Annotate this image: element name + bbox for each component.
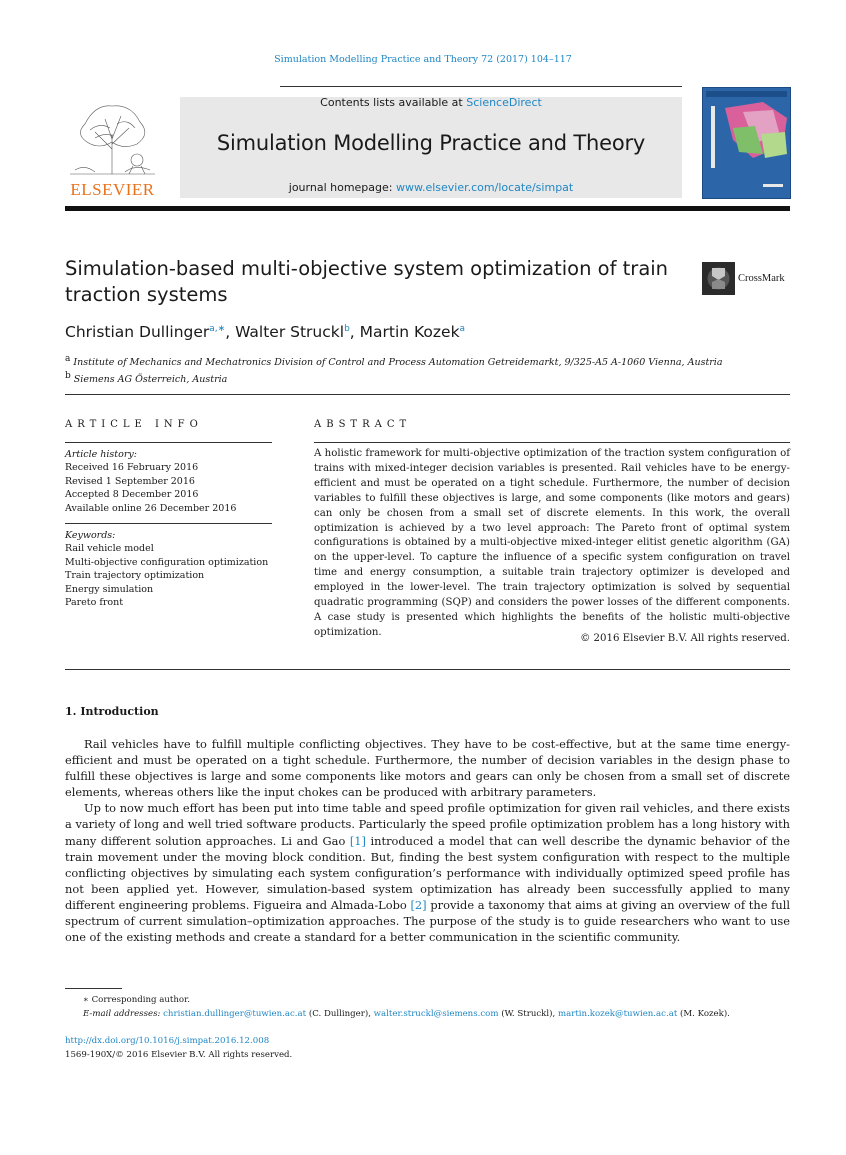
- article-info-rule: [65, 523, 272, 524]
- header-divider: [280, 86, 682, 87]
- contents-prefix: Contents lists available at: [320, 96, 467, 109]
- paragraph: [65, 800, 790, 945]
- author-name: Walter Struckl: [235, 323, 345, 341]
- history-item: Accepted 8 December 2016: [65, 489, 199, 501]
- affiliation-item: [65, 353, 723, 370]
- homepage-link[interactable]: www.elsevier.com/locate/simpat: [395, 181, 574, 194]
- homepage-line: [180, 181, 682, 194]
- affiliation-text: Institute of Mechanics and Mechatronics Division of Control and Process Automation Getreidemarkt, 9/325-A5 A-1060 Vienna, Austria: [73, 357, 723, 369]
- abstract-text: A holistic framework for multi-objective optimization of the traction system configuration of trains with mixed-integer decision variables is presented. Rail vehicles have to be energy-efficient and must be operated on a tight schedule. Furthermore, the number of decision variables to fulfill these objectives is large, and some components (like motors and gears) can only be chosen from a small set of discrete elements. In this work, the overall optimization is achieved by a two level approach: The Pareto front of optimal system configurations is obtained by a multi-objective mixed-integer elitist genetic algorithm (GA) on the upper-level. To capture the influence of a specific system configuration on travel time and energy consumption, a suitable train trajectory optimizer is developed and employed in the lower-level. The train trajectory optimization is solved by sequential quadratic programming (SQP) and considers the power losses of the different components. A case study is presented which highlights the benefits of the holistic multi-objective optimization.: [314, 448, 790, 638]
- text-run: introduced a model that can well describe the dynamic behavior of the train movement under the moving block condition. But, finding the best system configuration with respect to the multiple conflicting objectives by simulating each system configuration’s performance with individually optimized speed profile has not been applied yet. However, simulation-based system optimization has already been successfully applied to many different engineering problems. Figueira and Almada-Lobo: [65, 833, 790, 912]
- affiliation-label: b: [65, 370, 71, 381]
- footnote-mark: ∗: [83, 995, 89, 1005]
- email-owner: (W. Struckl),: [498, 1009, 558, 1019]
- doi-block: [65, 1034, 292, 1062]
- email-owner: (M. Kozek).: [677, 1009, 730, 1019]
- journal-reference[interactable]: Simulation Modelling Practice and Theory 72 (2017) 104–117: [274, 54, 572, 65]
- keyword-item: Energy simulation: [65, 583, 154, 595]
- affiliations: [65, 353, 723, 386]
- email-label: E-mail addresses:: [83, 1009, 161, 1019]
- article-info-rule: [65, 442, 272, 443]
- copyright-notice: © 2016 Elsevier B.V. All rights reserved.: [580, 633, 790, 644]
- footnote-emails: [65, 1007, 730, 1021]
- history-item: Revised 1 September 2016: [65, 475, 195, 487]
- crossmark-icon[interactable]: [702, 262, 735, 295]
- introduction-heading: 1. Introduction: [65, 705, 159, 718]
- text-run: Up to now much effort has been put into time table and speed profile optimization for given rail vehicles, and there exists a variety of long and well tried software products. Particularly the speed profile optimization problem has a long history with many different solution approaches. Li and Gao: [65, 801, 790, 848]
- elsevier-wordmark: ELSEVIER: [70, 180, 155, 199]
- abstract-rule: [314, 442, 790, 443]
- author-name: Martin Kozek: [359, 323, 460, 341]
- keyword-item: Train trajectory optimization: [65, 570, 205, 582]
- email-link[interactable]: walter.struckl@siemens.com: [373, 1009, 499, 1019]
- paragraph: Rail vehicles have to fulfill multiple conflicting objectives. They have to be cost-effective, but at the same time energy-efficient and must be operated on a tight schedule. Furthermore, the number of decision variables in the design phase to fulfill these objectives is large and some components like motors and gears can only be chosen from a small set of discrete elements, whereas others like the input chokes can be produced with arbitrary parameters.: [65, 737, 790, 800]
- doi-link[interactable]: http://dx.doi.org/10.1016/j.simpat.2016.12.008: [65, 1036, 270, 1046]
- header-thick-rule: [65, 206, 790, 211]
- section-divider: [65, 394, 790, 395]
- author-list: Christian Dullinger$^{a,∗}$, Walter Struckl$^b$, Martin Kozek$^a$: [65, 323, 466, 341]
- affiliation-text: Siemens AG Österreich, Austria: [73, 373, 228, 385]
- history-item: Available online 26 December 2016: [65, 502, 237, 514]
- affiliation-item: [65, 370, 723, 387]
- keyword-item: Multi-objective configuration optimization: [65, 556, 269, 568]
- author-affiliation-mark[interactable]: a,∗: [209, 323, 226, 334]
- sciencedirect-link[interactable]: ScienceDirect: [466, 96, 542, 109]
- abstract-heading: ABSTRACT: [314, 419, 412, 430]
- issn-line: 1569-190X/© 2016 Elsevier B.V. All rights reserved.: [65, 1050, 293, 1060]
- author-affiliation-mark[interactable]: b: [344, 323, 350, 334]
- footnotes: [65, 993, 730, 1021]
- author-affiliation-mark[interactable]: a: [459, 323, 466, 334]
- keywords: [65, 529, 268, 609]
- email-owner: (C. Dullinger),: [306, 1009, 374, 1019]
- article-info-heading: ARTICLE INFO: [65, 419, 203, 430]
- email-link[interactable]: christian.dullinger@tuwien.ac.at: [163, 1009, 307, 1019]
- keyword-item: Rail vehicle model: [65, 543, 154, 555]
- email-link[interactable]: martin.kozek@tuwien.ac.at: [557, 1009, 678, 1019]
- journal-title: Simulation Modelling Practice and Theory: [216, 131, 646, 155]
- article-history: [65, 448, 236, 515]
- keywords-label: Keywords:: [65, 530, 116, 541]
- affiliation-label: a: [65, 354, 71, 364]
- article-title: Simulation-based multi-objective system optimization of train traction systems: [65, 257, 669, 306]
- footnote-rule: [65, 988, 122, 989]
- crossmark-label[interactable]: CrossMark: [738, 273, 785, 284]
- text-run: provide a taxonomy that aims at giving an overview of the full spectrum of current simulation–optimization approaches. The purpose of the study is to guide researchers who want to use one of the existing methods and create a standard for a better communication in the scientific community.: [65, 897, 791, 945]
- keyword-item: Pareto front: [65, 597, 124, 609]
- footnote-corresponding: [65, 993, 730, 1007]
- history-item: Received 16 February 2016: [65, 462, 199, 474]
- citation-link[interactable]: [2]: [410, 897, 427, 912]
- footnote-text: Corresponding author.: [91, 995, 190, 1005]
- author-name: Christian Dullinger: [65, 323, 210, 341]
- introduction-body: [65, 736, 790, 945]
- history-label: Article history:: [65, 449, 137, 460]
- journal-cover-thumbnail[interactable]: [702, 87, 791, 199]
- homepage-prefix: journal homepage:: [288, 181, 396, 194]
- section-divider: [65, 669, 790, 670]
- contents-line: [180, 96, 682, 109]
- citation-link[interactable]: [1]: [349, 833, 366, 848]
